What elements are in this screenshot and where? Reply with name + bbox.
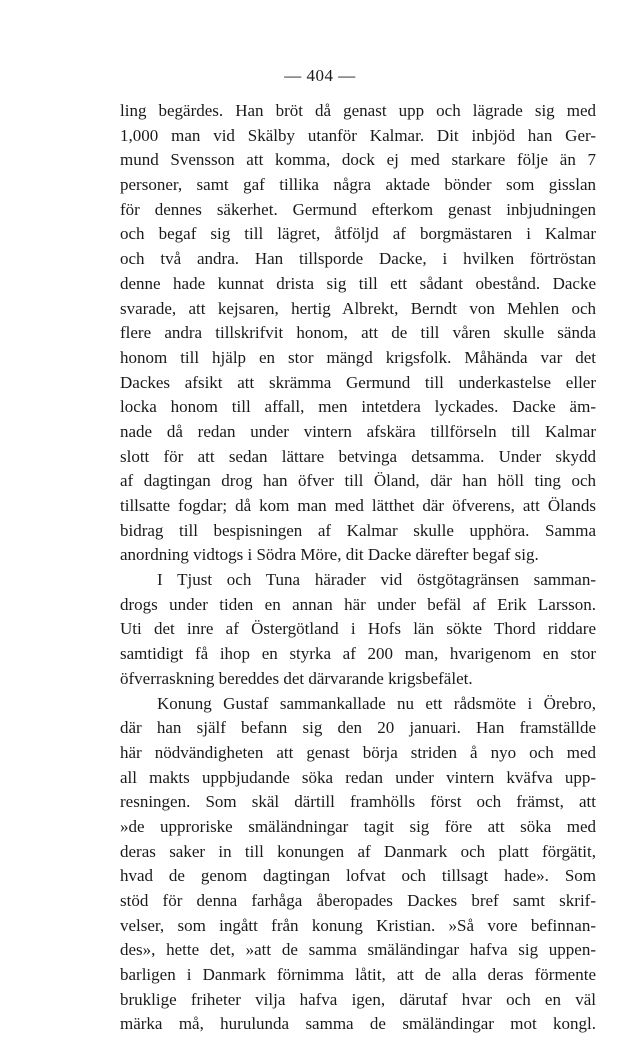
text-line: barligen i Danmark förnimma låtit, att de alla deras förmente [120, 965, 596, 985]
text-line: deras saker in till konungen af Danmark och platt förgätit, [120, 841, 596, 861]
text-line: nade då redan under vintern afskära tillförseln till Kalmar [120, 421, 596, 441]
text-line: här nödvändigheten att genast börja striden å nyo och med [120, 742, 596, 762]
text-line: där han själf befann sig den 20 januari. Han framställde [120, 718, 596, 738]
text-line: I Tjust och Tuna härader vid östgötagränsen samman- [157, 570, 596, 590]
text-line: slott för att sedan lättare betvinga detsamma. Under skydd [120, 446, 596, 466]
text-line: stöd för denna farhåga åberopades Dackes bref samt skrif- [120, 891, 596, 910]
text-line: tillsatte fogdar; då kom man med lätthet där öfverens, att Ölands [120, 496, 596, 515]
text-line: personer, samt gaf tillika några aktade bönder som gisslan [120, 175, 596, 195]
text-line: samtidigt få ihop en styrka af 200 man, hvarigenom en stor [120, 644, 596, 664]
text-line: bruklige friheter vilja hafva igen, därutaf hvar och en väl [120, 989, 596, 1009]
text-line: af dagtingan drog han öfver till Öland, där han höll ting och [120, 471, 596, 491]
text-line: för dennes säkerhet. Germund efterkom genast inbjudningen [120, 199, 596, 219]
text-line: och två andra. Han tillsporde Dacke, i hvilken förtröstan [120, 249, 596, 269]
text-line: och begaf sig till lägret, åtföljd af borgmästaren i Kalmar [120, 224, 596, 244]
text-line: hvad de genom dagtingan lofvat och tillsagt hade». Som [120, 866, 596, 886]
text-line: denne hade kunnat drista sig till ett sådant obestånd. Dacke [120, 273, 596, 293]
text-line: »de upproriske smäländningar tagit sig före att söka med [120, 816, 596, 836]
text-line: öfverraskning bereddes det därvarande krigsbefälet. [120, 668, 473, 688]
text-line: Konung Gustaf sammankallade nu ett rådsmöte i Örebro, [157, 693, 596, 713]
text-line: all makts uppbjudande söka redan under vintern kväfva upp- [120, 767, 596, 787]
text-line: Uti det inre af Östergötland i Hofs län sökte Thord riddare [120, 619, 596, 639]
body-text [120, 99, 596, 1037]
text-line: flere andra tillskrifvit honom, att de till våren skulle sända [120, 323, 596, 343]
page-number: — 404 — [284, 66, 356, 85]
text-line: märka må, hurulunda samma de smäländingar mot kongl. [120, 1014, 596, 1034]
text-line: 1,000 man vid Skälby utanför Kalmar. Dit inbjöd han Ger- [120, 125, 596, 145]
text-line: locka honom till affall, men intetdera lyckades. Dacke äm- [120, 397, 596, 417]
text-line: resningen. Som skäl därtill framhölls först och främst, att [120, 792, 596, 812]
text-line: ling begärdes. Han bröt då genast upp och lägrade sig med [120, 101, 596, 120]
text-line: drogs under tiden en annan här under befäl af Erik Larsson. [120, 594, 596, 614]
text-line: velser, som ingått från konung Kristian. »Så vore befinnan- [120, 915, 596, 935]
text-line: Dackes afsikt att skrämma Germund till underkastelse eller [120, 372, 596, 392]
text-line: svarade, att kejsaren, hertig Albrekt, Berndt von Mehlen och [120, 298, 596, 318]
text-line: honom till hjälp en stor mängd krigsfolk. Måhända var det [120, 347, 596, 367]
text-line: bidrag till bespisningen af Kalmar skulle upphöra. Samma [120, 520, 596, 540]
text-line: des», hette det, »att de samma smäländingar hafva sig uppen- [120, 940, 596, 960]
text-line: mund Svensson att komma, dock ej med starkare följe än 7 [120, 150, 596, 170]
text-line: anordning vidtogs i Södra Möre, dit Dacke därefter begaf sig. [120, 545, 539, 565]
